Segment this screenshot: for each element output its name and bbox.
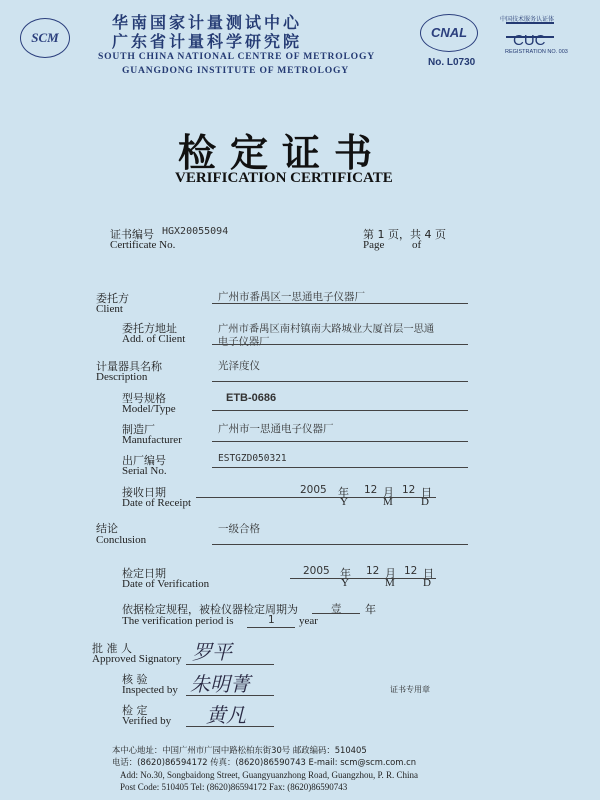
verification-day-cn: 日 — [423, 567, 434, 580]
description-underline — [212, 381, 468, 382]
verification-underline — [290, 578, 436, 579]
client-label-cn: 委托方 — [96, 292, 129, 305]
verification-d: D — [423, 577, 431, 589]
period-underline-en — [247, 627, 295, 628]
verification-day: 12 — [404, 565, 418, 577]
verification-month: 12 — [366, 565, 380, 577]
receipt-label-cn: 接收日期 — [122, 486, 166, 499]
approved-label-cn: 批 准 人 — [92, 642, 132, 655]
title-cn: 检定证书 — [178, 130, 387, 175]
verified-label-en: Verified by — [122, 715, 172, 727]
client-label-en: Client — [96, 303, 123, 315]
cnal-logo — [420, 14, 478, 52]
receipt-m: M — [383, 496, 393, 508]
model-label-cn: 型号规格 — [122, 392, 166, 405]
receipt-label-en: Date of Receipt — [122, 497, 192, 509]
address-value-line1: 广州市番禺区南村镇南大路城业大厦首层一思通 — [218, 323, 435, 335]
verification-m: M — [385, 577, 395, 589]
page-cn: 第 1 页，共 4 页 — [363, 228, 446, 241]
verification-month-cn: 月 — [385, 567, 396, 580]
manufacturer-label-en: Manufacturer — [122, 434, 182, 446]
footer-line2: 电话：(8620)86594172 传真：(8620)86590743 E-mail: scm@scm.com.cn — [112, 757, 417, 767]
cuc-top-text: 中国技术服务认证体 — [500, 16, 555, 23]
client-underline — [212, 303, 468, 304]
address-label-en: Add. of Client — [122, 333, 186, 345]
scm-logo — [20, 18, 70, 58]
receipt-day: 12 — [402, 484, 416, 496]
inspected-underline — [186, 695, 274, 696]
manufacturer-underline — [212, 441, 468, 442]
model-underline — [212, 410, 468, 411]
receipt-d: D — [421, 496, 429, 508]
footer-line3: Add: No.30, Songbaidong Street, Guangyuanzhong Road, Guangzhou, P. R. China — [120, 770, 418, 780]
receipt-y: Y — [340, 496, 348, 508]
verified-underline — [186, 726, 274, 727]
period-year-cn: 年 — [365, 603, 376, 616]
receipt-day-cn: 日 — [421, 486, 432, 499]
verification-year: 2005 — [303, 565, 330, 577]
period-text-cn: 依据检定规程，被检仪器检定周期为 — [122, 603, 298, 616]
serial-label-cn: 出厂编号 — [122, 454, 166, 467]
approved-label-en: Approved Signatory — [92, 653, 182, 665]
verification-date-label-en: Date of Verification — [122, 578, 210, 590]
receipt-year-cn: 年 — [338, 486, 349, 499]
receipt-month: 12 — [364, 484, 378, 496]
model-label-en: Model/Type — [122, 403, 176, 415]
conclusion-underline — [212, 544, 468, 545]
cnal-logo-text: CNAL — [430, 25, 468, 40]
verification-y: Y — [341, 577, 349, 589]
description-label-en: Description — [96, 371, 148, 383]
period-value-cn: 壹 — [331, 603, 342, 615]
receipt-underline — [196, 497, 436, 498]
address-value-line2: 电子仪器厂 — [218, 336, 270, 348]
cert-no-label-cn: 证书编号 — [110, 228, 154, 241]
verified-label-cn: 检 定 — [122, 704, 148, 717]
inspected-label-cn: 核 验 — [122, 673, 148, 686]
footer-line4: Post Code: 510405 Tel: (8620)86594172 Fax: (8620)86590743 — [120, 782, 348, 792]
inspected-signature: 朱明菁 — [190, 672, 250, 696]
receipt-month-cn: 月 — [383, 486, 394, 499]
cert-no-value: HGX20055094 — [162, 226, 229, 237]
serial-label-en: Serial No. — [122, 465, 167, 477]
verification-date-label-cn: 检定日期 — [122, 567, 166, 580]
serial-value: ESTGZD050321 — [218, 453, 287, 464]
org-en-1: SOUTH CHINA NATIONAL CENTRE OF METROLOGY — [98, 51, 375, 62]
period-year-en: year — [299, 615, 318, 627]
title-en: VERIFICATION CERTIFICATE — [175, 170, 393, 186]
conclusion-label-en: Conclusion — [96, 534, 147, 546]
footer-line1: 本中心地址：中国广州市广园中路松柏东街30号 邮政编码：510405 — [112, 745, 367, 755]
conclusion-value: 一级合格 — [218, 523, 260, 535]
manufacturer-label-cn: 制造厂 — [122, 423, 155, 436]
verified-signature: 黄凡 — [206, 703, 246, 727]
inspected-label-en: Inspected by — [122, 684, 178, 696]
cuc-registration: REGISTRATION NO. 003 — [505, 49, 568, 55]
org-en-2: GUANGDONG INSTITUTE OF METROLOGY — [122, 65, 350, 76]
manufacturer-value: 广州市一思通电子仪器厂 — [218, 423, 334, 435]
client-value: 广州市番禺区一思通电子仪器厂 — [218, 291, 365, 303]
scm-logo-text: SCM — [31, 30, 59, 45]
address-label-cn: 委托方地址 — [122, 322, 177, 335]
page-en-label: Page — [363, 239, 385, 251]
approved-signature: 罗平 — [192, 640, 232, 664]
period-text-en: The verification period is — [122, 615, 234, 627]
official-stamp-label: 证书专用章 — [390, 685, 430, 694]
cnal-number: No. L0730 — [428, 57, 476, 68]
conclusion-label-cn: 结论 — [96, 522, 118, 535]
cuc-logo: CUC — [513, 32, 546, 49]
org-cn-2: 广东省计量科学研究院 — [112, 32, 303, 51]
receipt-year: 2005 — [300, 484, 327, 496]
of-en-label: of — [412, 239, 422, 251]
description-value: 光泽度仪 — [218, 360, 260, 372]
approved-underline — [186, 664, 274, 665]
period-underline-cn — [312, 613, 360, 614]
address-underline — [212, 344, 468, 345]
description-label-cn: 计量器具名称 — [96, 360, 162, 373]
period-value-en: 1 — [268, 614, 275, 626]
model-value: ETB-0686 — [226, 392, 277, 404]
org-cn-1: 华南国家计量测试中心 — [112, 13, 303, 32]
verification-year-cn: 年 — [340, 567, 351, 580]
serial-underline — [212, 467, 468, 468]
cert-no-label-en: Certificate No. — [110, 239, 176, 251]
